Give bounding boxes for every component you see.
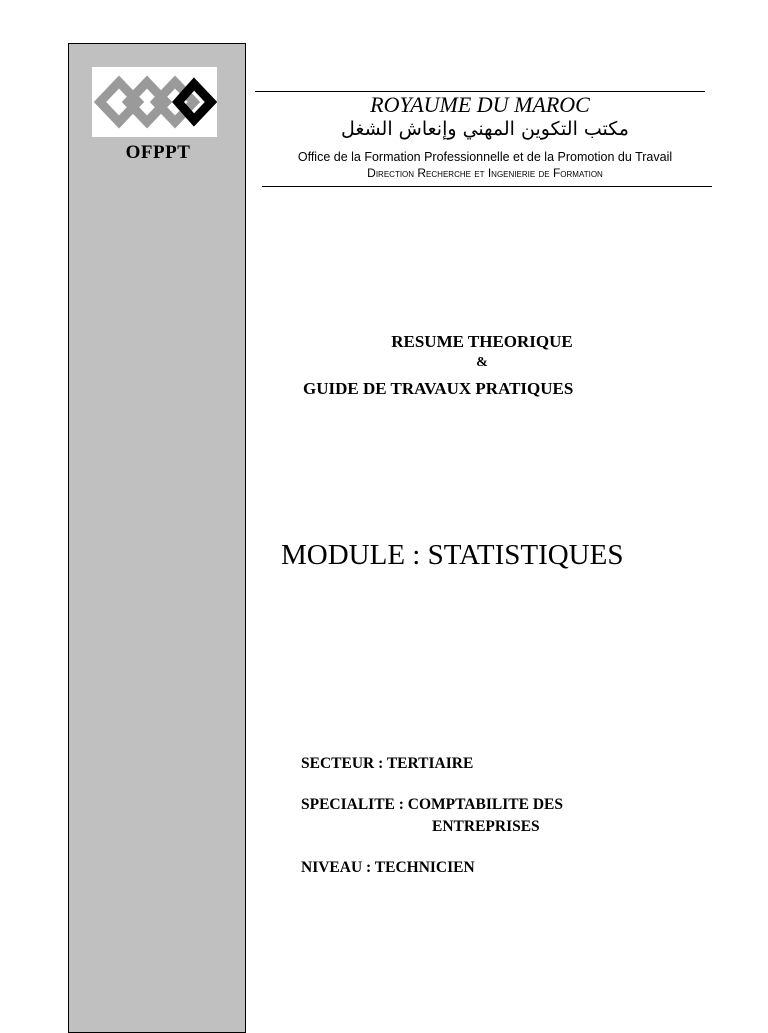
sidebar-panel — [68, 43, 246, 1033]
country-title: ROYAUME DU MAROC — [370, 92, 590, 117]
resume-title: RESUME THEORIQUE — [391, 332, 573, 351]
office-name: Office de la Formation Professionnelle et de la Promotion du Travail — [297, 150, 673, 164]
guide-title: GUIDE DE TRAVAUX PRATIQUES — [303, 379, 574, 398]
module-title: MODULE : STATISTIQUES — [281, 539, 624, 571]
direction-name: Direction Recherche et Ingenierie de Formation — [367, 166, 603, 180]
arabic-org-name: مكتب التكوين المهني وإنعاش الشغل — [341, 118, 629, 140]
ofppt-logo-icon — [92, 67, 217, 137]
org-abbreviation: OFPPT — [125, 142, 191, 163]
niveau-field: NIVEAU : TECHNICIEN — [301, 859, 475, 876]
header-bottom-rule — [262, 186, 712, 187]
title-ampersand: & — [476, 355, 488, 370]
specialite-field: SPECIALITE : COMPTABILITE DES — [301, 796, 563, 813]
specialite-continuation: ENTREPRISES — [432, 818, 540, 835]
secteur-field: SECTEUR : TERTIAIRE — [301, 755, 474, 772]
